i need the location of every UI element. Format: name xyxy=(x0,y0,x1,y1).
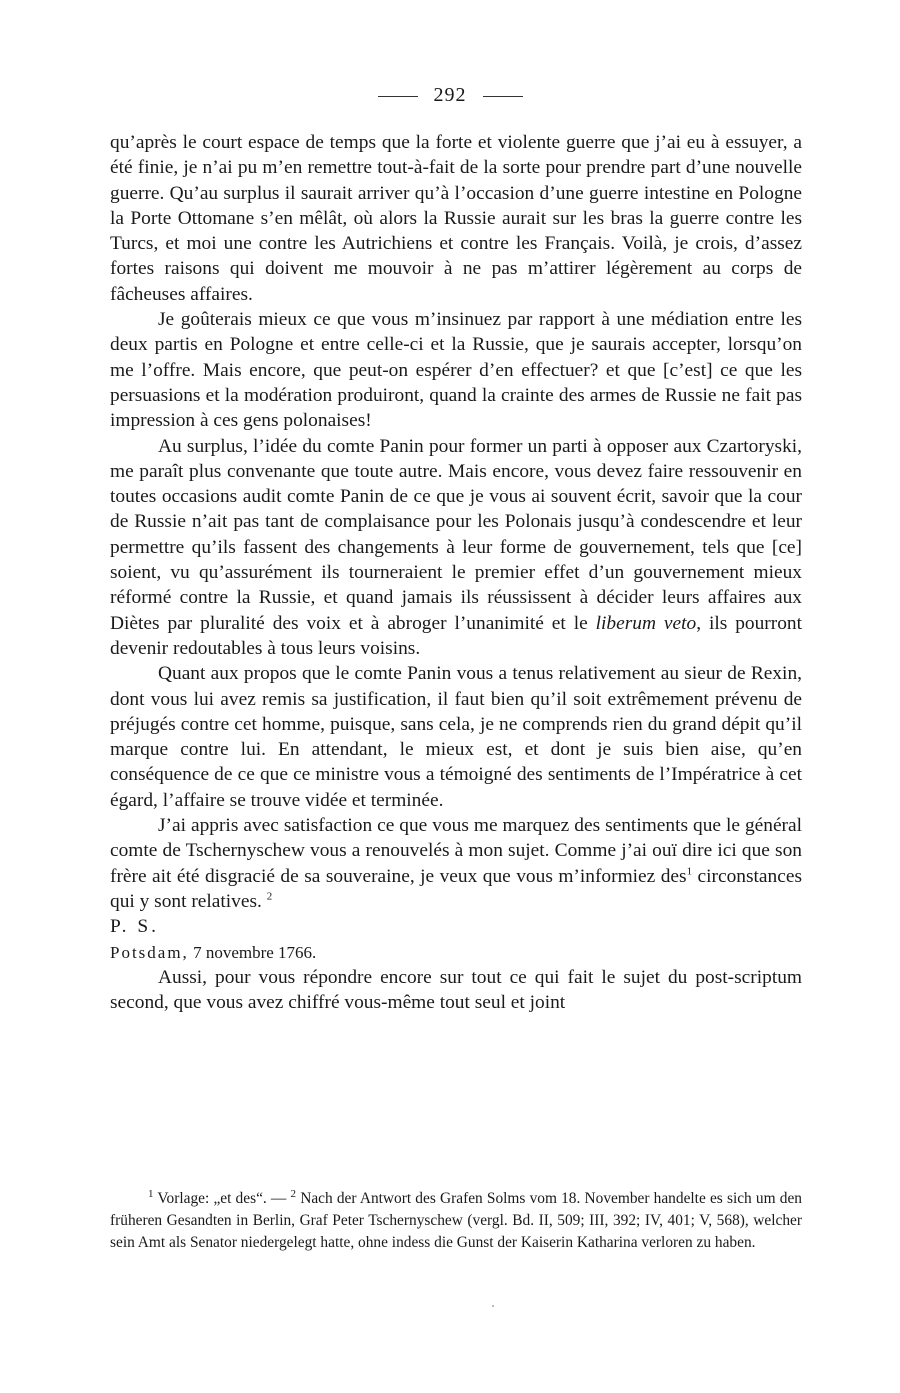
footnote-1: Vorlage: „et des“. — xyxy=(157,1190,287,1207)
liberum-veto-italic: liberum veto xyxy=(595,612,697,634)
footnote-marker-2: 2 xyxy=(290,1187,297,1200)
dateline-place: Potsdam, xyxy=(110,942,189,962)
footnote-2: Nach der Antwort des Grafen Solms vom 18. November handelte es sich um den früheren Gesandten in Berlin, Graf Peter Tschernyschew (vergl. Bd. II, 509; III, 392; IV, 401; V, 568), welcher sein Amt als Senator niedergelegt hatte, ohne indess die Gunst der Kaiserin Katharina verloren zu haben. xyxy=(110,1190,802,1251)
paragraph-rexin: Quant aux propos que le comte Panin vous a tenus relativement au sieur de Rexin, dont vous lui avez remis sa justification, il faut bien qu’il soit extrêmement prévenu de préjugés contre cet homme, puisque, sans cela, je ne comprends rien du grand dépit qu’il marque contre lui. En attendant, le mieux est, et dont je suis bien aise, qu’en conséquence de ce que ce ministre vous a témoigné des sentiments de l’Impératrice à cet égard, l’affaire se trouve vidée et terminée. xyxy=(110,663,802,811)
footnote-ref-2: 2 xyxy=(266,890,273,903)
page-speck xyxy=(492,1305,494,1307)
paragraph-tschernyschew xyxy=(110,813,802,914)
header-rule-left xyxy=(378,96,418,97)
main-text xyxy=(110,130,802,1015)
postscript-text: Aussi, pour vous répondre encore sur tout ce qui fait le sujet du post-scriptum second, que vous avez chiffré vous-même tout seul et joint xyxy=(110,966,802,1014)
page-header xyxy=(0,84,900,107)
tschernyschew-text-end: circonstances qui y sont relatives. xyxy=(110,865,802,912)
footnote-marker-1: 1 xyxy=(148,1187,154,1200)
footnotes xyxy=(110,1188,802,1254)
footnote-text xyxy=(110,1188,802,1254)
panin-text-end: , ils pourront devenir redoutables à tous leurs voisins. xyxy=(110,612,802,659)
paragraph-mediation: Je goûterais mieux ce que vous m’insinuez par rapport à une médiation entre les deux partis en Pologne et entre celle-ci et la Russie, que je saurais accepter, lorsqu’on me l’offre. Mais encore, que peut-on espérer d’en effectuer? et que [c’est] ce que les persuasions et la modération produiront, quand la crainte des armes de Russie ne fait pas impression à ces gens polonaises! xyxy=(110,309,802,432)
page-number: 292 xyxy=(433,84,467,106)
paragraph-continuation: qu’après le court espace de temps que la forte et violente guerre que j’ai eu à essuyer, a été finie, je n’ai pu m’en remettre tout-à-fait de la sorte pour prendre part d’une nouvelle guerre. Qu’au surplus il saurait arriver qu’à l’occasion d’une guerre intestine en Pologne la Porte Ottomane s’en mêlât, où alors la Russie aurait sur les bras la guerre contre les Turcs, et moi une contre les Autrichiens et contre les Français. Voilà, je crois, d’assez fortes raisons qui doivent me mouvoir à ne pas m’attirer légèrement au corps de fâcheuses affaires. xyxy=(110,132,802,305)
footnote-ref-1: 1 xyxy=(686,865,693,878)
dateline xyxy=(110,940,802,965)
header-rule-right xyxy=(483,96,523,97)
dateline-date: 7 novembre 1766. xyxy=(193,942,317,962)
postscript-heading: P. S. xyxy=(110,916,159,938)
panin-text: Au surplus, l’idée du comte Panin pour former un parti à opposer aux Czartoryski, me paraît plus convenante que toute autre. Mais encore, vous devez faire ressouvenir en toutes occasions audit comte Panin de ce que je vous ai souvent écrit, savoir que la cour de Russie n’ait pas tant de complaisance pour les Polonais jusqu’à condescendre et leur permettre qu’ils fassent des changements à leur forme de gouvernement, tels que [ce] soient, vu qu’assurément ils tourneraient le premier effet d’un gouvernement mieux réformé contre la Russie, et quand jamais ils réussissent à décider leurs affaires aux Diètes par pluralité des voix et à abroger l’unanimité et le xyxy=(110,435,802,634)
tschernyschew-text: J’ai appris avec satisfaction ce que vous me marquez des sentiments que le général comte de Tschernyschew vous a renouvelés à mon sujet. Comme j’ai ouï dire ici que son frère ait été disgracié de sa souveraine, je veux que vous m’informiez des xyxy=(110,815,802,887)
paragraph-panin xyxy=(110,434,802,662)
